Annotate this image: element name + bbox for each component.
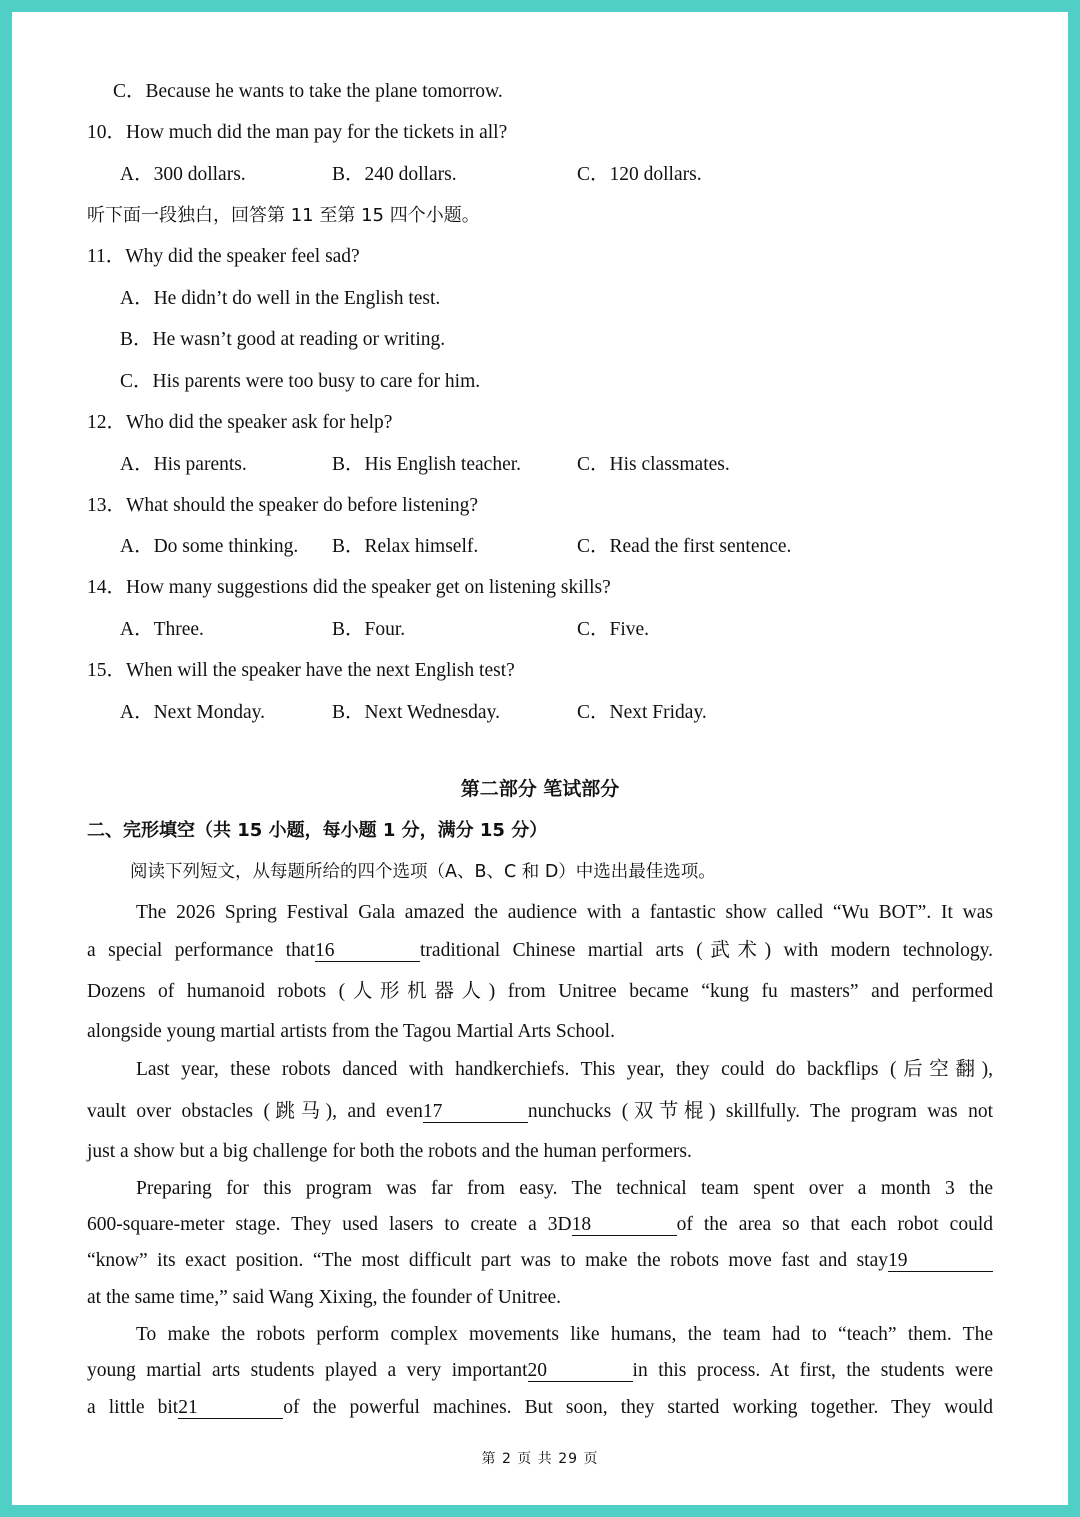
blank-21[interactable]: 21 [178,1398,283,1419]
cloze-heading: 二、完形填空（共 15 小题，每小题 1 分，满分 15 分） [87,820,548,841]
para2-line3: just a show but a big challenge for both the robots and the human performers. [87,1141,692,1162]
page-footer: 第 2 页 共 29 页 [481,1451,599,1467]
q14-option-c: C．Five. [577,619,650,640]
para3-line1: Preparing for this program was far from easy. The technical team spent over a month 3 the [136,1178,993,1199]
q12-stem: 12．Who did the speaker ask for help? [87,412,393,433]
para4-line2: young martial arts students played a very important20 in this process. At first, the students were [87,1360,993,1381]
q14-option-b: B．Four. [332,619,406,640]
para3-line3: “know” its exact position. “The most difficult part was to make the robots move fast and stay19 [87,1249,993,1273]
para3-line4: at the same time,” said Wang Xixing, the founder of Unitree. [87,1287,562,1308]
blank-16[interactable]: 16 [315,941,420,962]
q9-option-c: C．Because he wants to take the plane tomorrow. [113,81,503,102]
blank-20[interactable]: 20 [528,1361,633,1382]
blank-18[interactable]: 18 [572,1215,677,1236]
q15-option-c: C．Next Friday. [577,702,707,723]
para1-line3: Dozens of humanoid robots (人形机器人) from Unitree became “kung fu masters” and performed [87,981,993,1002]
para1-line1: The 2026 Spring Festival Gala amazed the audience with a fantastic show called “Wu BOT”. It was [136,902,993,923]
q13-option-c: C．Read the first sentence. [577,536,792,557]
part-two-title: 第二部分 笔试部分 [460,778,620,800]
cloze-instruction: 阅读下列短文，从每题所给的四个选项（A、B、C 和 D）中选出最佳选项。 [130,862,716,882]
para2-line2: vault over obstacles (跳马), and even17 nunchucks (双节棍) skillfully. The program was not [87,1101,993,1122]
q13-option-a: A．Do some thinking. [120,536,299,557]
q10-option-b: B．240 dollars. [332,164,457,185]
q11-option-a: A．He didn’t do well in the English test. [120,288,441,309]
q14-stem: 14．How many suggestions did the speaker get on listening skills? [87,577,611,598]
q12-option-a: A．His parents. [120,454,247,475]
q11-option-b: B．He wasn’t good at reading or writing. [120,329,446,350]
q13-stem: 13．What should the speaker do before listening? [87,495,478,516]
blank-17[interactable]: 17 [423,1102,528,1123]
q10-option-c: C．120 dollars. [577,164,702,185]
q12-option-b: B．His English teacher. [332,454,522,475]
para2-line1: Last year, these robots danced with handkerchiefs. This year, they could do backflips (后空翻), [136,1059,993,1080]
para3-line2: 600-square-meter stage. They used lasers to create a 3D18 of the area so that each robot could [87,1214,993,1235]
q15-stem: 15．When will the speaker have the next English test? [87,660,515,681]
q11-stem: 11．Why did the speaker feel sad? [87,246,360,267]
q15-option-a: A．Next Monday. [120,702,265,723]
q14-option-a: A．Three. [120,619,204,640]
para1-line4: alongside young martial artists from the Tagou Martial Arts School. [87,1021,615,1042]
q13-option-b: B．Relax himself. [332,536,479,557]
q11-option-c: C．His parents were too busy to care for him. [120,371,481,392]
section-note: 听下面一段独白，回答第 11 至第 15 四个小题。 [87,205,480,226]
blank-19[interactable]: 19 [888,1251,993,1272]
para4-line1: To make the robots perform complex movements like humans, the team had to “teach” them. The [136,1324,993,1345]
para4-line3: a little bit21 of the powerful machines. But soon, they started working together. They would [87,1397,994,1418]
q15-option-b: B．Next Wednesday. [332,702,500,723]
q10-option-a: A．300 dollars. [120,164,246,185]
q12-option-c: C．His classmates. [577,454,730,475]
para1-line2: a special performance that16 traditional Chinese martial arts (武术) with modern technology. [87,940,993,961]
exam-page [12,12,1068,1505]
q10-stem: 10．How much did the man pay for the tickets in all? [87,122,508,143]
